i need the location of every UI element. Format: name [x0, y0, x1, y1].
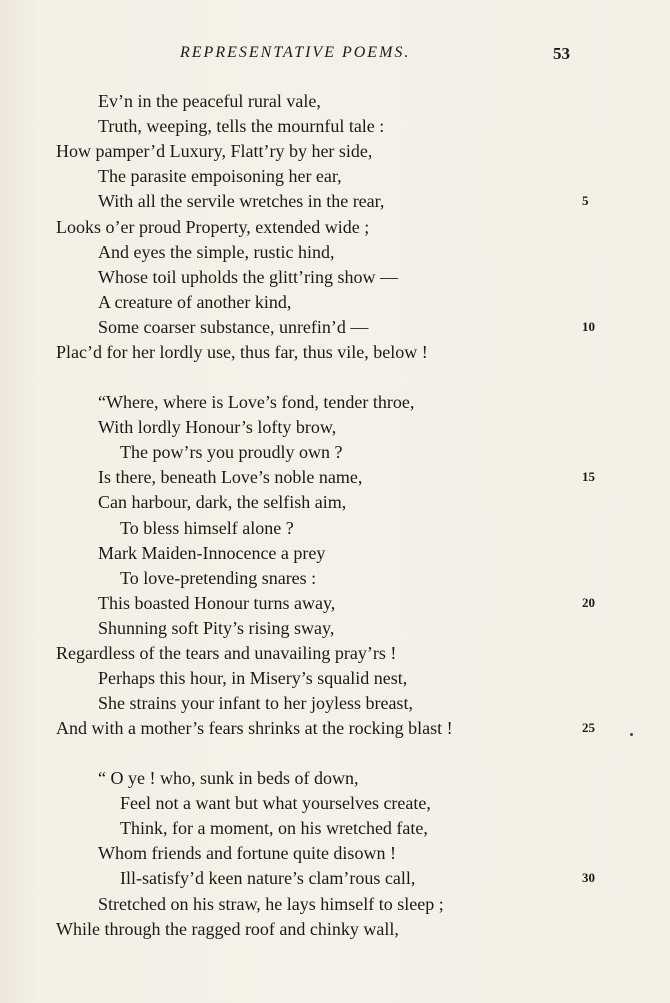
line-text: Plac’d for her lordly use, thus far, thus vile, below !	[56, 342, 428, 362]
line-text: Is there, beneath Love’s noble name,	[98, 467, 363, 488]
line-text: Some coarser substance, unrefin’d —	[98, 316, 369, 337]
poem-line	[0, 618, 670, 643]
poem-line	[0, 116, 670, 141]
line-text: Feel not a want but what yourselves create,	[120, 793, 431, 814]
poem-line	[0, 467, 670, 492]
line-text: The parasite empoisoning her ear,	[98, 166, 342, 187]
poem-line	[0, 868, 670, 893]
line-text: With lordly Honour’s lofty brow,	[98, 417, 337, 438]
poem-line	[0, 317, 670, 342]
poem-line	[0, 793, 670, 818]
poem-line	[0, 518, 670, 543]
line-number: 30	[582, 870, 595, 886]
line-text: And with a mother’s fears shrinks at the rocking blast !	[56, 718, 453, 739]
line-text: Think, for a moment, on his wretched fate,	[120, 818, 428, 839]
poem-line	[0, 442, 670, 467]
line-text: To love-pretending snares :	[120, 567, 317, 588]
poem-line	[0, 417, 670, 442]
poem-line	[0, 191, 670, 216]
line-text: The pow’rs you proudly own ?	[120, 442, 343, 463]
line-text: Stretched on his straw, he lays himself to sleep ;	[98, 893, 444, 914]
line-number: 15	[582, 469, 595, 485]
line-text: A creature of another kind,	[98, 291, 292, 312]
poem-line	[0, 267, 670, 292]
line-text: Shunning soft Pity’s rising sway,	[98, 617, 335, 638]
line-text: Whom friends and fortune quite disown !	[98, 843, 396, 864]
line-text: Truth, weeping, tells the mournful tale :	[98, 116, 385, 137]
running-title: REPRESENTATIVE POEMS.	[180, 44, 411, 61]
line-text: Ill-satisfy’d keen nature’s clam’rous call,	[120, 868, 416, 889]
line-text: This boasted Honour turns away,	[98, 592, 336, 613]
line-text: Looks o’er proud Property, extended wide ;	[56, 216, 370, 237]
line-text: Regardless of the tears and unavailing pray’rs !	[56, 643, 397, 663]
poem-line	[0, 242, 670, 267]
line-text: Can harbour, dark, the selfish aim,	[98, 492, 347, 513]
line-text: While through the ragged roof and chinky wall,	[56, 918, 399, 939]
poem-line	[0, 843, 670, 868]
line-text: She strains your infant to her joyless breast,	[98, 693, 413, 714]
line-text: Perhaps this hour, in Misery’s squalid nest,	[98, 668, 408, 689]
poem-line	[0, 768, 670, 793]
poem-line	[0, 919, 670, 944]
running-head	[0, 44, 670, 68]
poem-line	[0, 91, 670, 116]
poem-line	[0, 342, 670, 367]
ink-speck	[630, 733, 633, 736]
line-number: 10	[582, 318, 595, 334]
poem-line	[0, 543, 670, 568]
poem-line	[0, 568, 670, 593]
page-number: 53	[553, 44, 570, 63]
poem-line	[0, 894, 670, 919]
poem-line	[0, 668, 670, 693]
line-number: 25	[582, 720, 595, 736]
poem-line	[0, 166, 670, 191]
line-text: Whose toil upholds the glitt’ring show —	[98, 266, 398, 287]
poem-line	[0, 818, 670, 843]
line-text: “Where, where is Love’s fond, tender throe,	[98, 392, 415, 412]
line-text: How pamper’d Luxury, Flatt’ry by her side,	[56, 141, 373, 162]
poem-line	[0, 217, 670, 242]
line-text: With all the servile wretches in the rear,	[98, 191, 385, 212]
line-text: Ev’n in the peaceful rural vale,	[98, 91, 321, 111]
line-text: And eyes the simple, rustic hind,	[98, 241, 335, 262]
poem-line	[0, 643, 670, 668]
line-number: 5	[582, 193, 589, 209]
line-text: To bless himself alone ?	[120, 517, 294, 538]
poem-line	[0, 292, 670, 317]
poem-line	[0, 492, 670, 517]
poem-line	[0, 141, 670, 166]
line-text: Mark Maiden-Innocence a prey	[98, 542, 326, 563]
poem-line	[0, 718, 670, 743]
poem-line	[0, 593, 670, 618]
poem-line	[0, 693, 670, 718]
line-text: “ O ye ! who, sunk in beds of down,	[98, 768, 359, 788]
line-number: 20	[582, 594, 595, 610]
poem-line	[0, 392, 670, 417]
